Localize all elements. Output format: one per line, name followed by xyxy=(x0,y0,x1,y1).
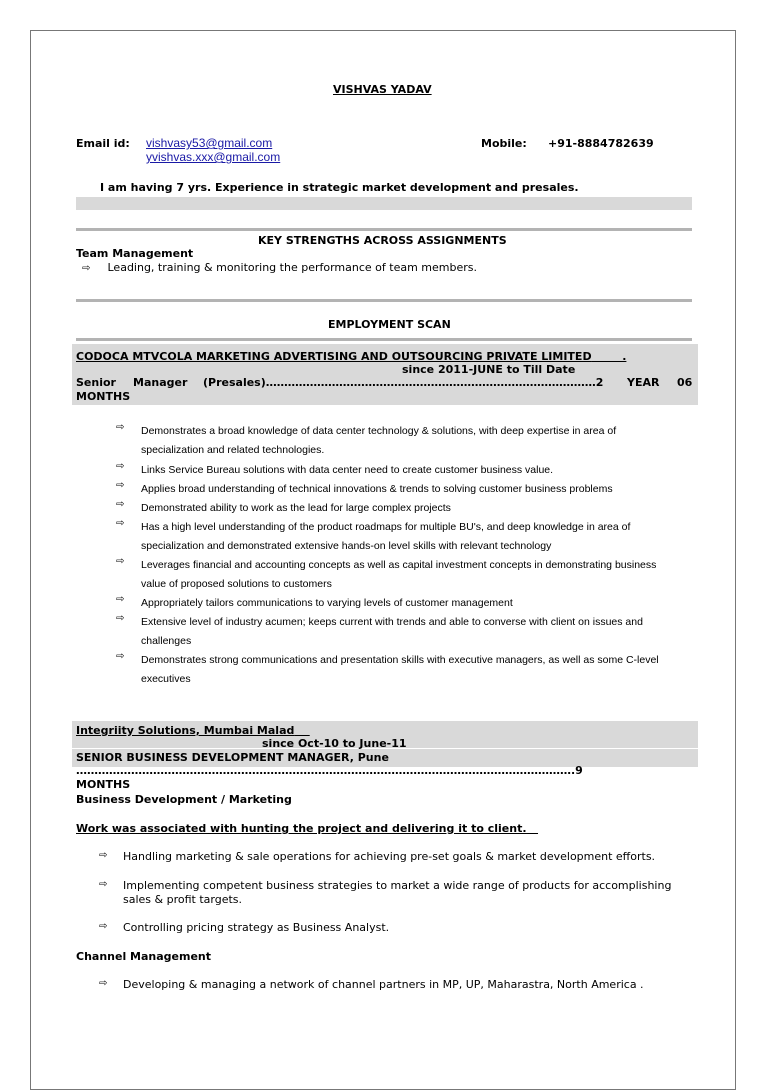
email-link-2[interactable]: yvishvas.xxx@gmail.com xyxy=(146,150,281,164)
job1-bullet-text: specialization and demonstrated extensive hands-on level skills with relevant technology xyxy=(141,540,552,552)
channel-heading: Channel Management xyxy=(76,950,212,963)
right-arrow-outline-icon: ⇨ xyxy=(116,594,125,605)
job1-bullet-text: Demonstrates strong communications and presentation skills with executive managers, as well as some C-level xyxy=(141,654,659,666)
job2-company-trail xyxy=(294,724,309,737)
summary-shade-bar xyxy=(76,197,692,210)
job1-role-manager: Manager xyxy=(133,376,188,389)
job1-months: MONTHS xyxy=(76,390,131,403)
job2-months: MONTHS xyxy=(76,778,131,791)
job1-year-number: 06 xyxy=(677,376,693,389)
mobile-number: +91-8884782639 xyxy=(548,137,654,150)
job1-dates: since 2011-JUNE to Till Date xyxy=(402,363,576,376)
employment-heading: EMPLOYMENT SCAN xyxy=(328,318,451,331)
right-arrow-outline-icon: ⇨ xyxy=(116,480,125,491)
job1-bullet-text: executives xyxy=(141,673,191,685)
job2-duration: ……………………………………………………………………………………………………………………….9 xyxy=(76,764,583,777)
right-arrow-outline-icon: ⇨ xyxy=(82,263,91,274)
job2-tagline-trail xyxy=(527,822,539,835)
strengths-subheading: Team Management xyxy=(76,247,194,260)
right-arrow-outline-icon: ⇨ xyxy=(116,461,125,472)
job2-dates: since Oct-10 to June-11 xyxy=(262,737,407,750)
job1-bullet-text: challenges xyxy=(141,635,192,647)
channel-bullet-text: Developing & managing a network of channel partners in MP, UP, Maharastra, North America . xyxy=(123,978,644,991)
right-arrow-outline-icon: ⇨ xyxy=(99,879,108,890)
right-arrow-outline-icon: ⇨ xyxy=(116,422,125,433)
mobile-label: Mobile: xyxy=(481,137,527,150)
job1-company-name: CODOCA MTVCOLA MARKETING ADVERTISING AND OUTSOURCING PRIVATE LIMITED xyxy=(76,350,592,363)
job1-bullet-text: Extensive level of industry acumen; keeps current with trends and able to converse with client on issues and xyxy=(141,616,643,628)
summary-text: I am having 7 yrs. Experience in strategic market development and presales. xyxy=(100,181,579,194)
job1-bullet-text: value of proposed solutions to customers xyxy=(141,578,332,590)
job2-company xyxy=(76,724,310,737)
job2-bullet-text: Implementing competent business strategies to market a wide range of products for accomplishing xyxy=(123,879,672,892)
section-divider xyxy=(76,338,692,341)
right-arrow-outline-icon: ⇨ xyxy=(116,518,125,529)
job1-bullet-text: specialization and related technologies. xyxy=(141,444,325,456)
job1-bullet-text: Applies broad understanding of technical innovations & trends to solving customer business problems xyxy=(141,483,613,495)
job1-role-senior: Senior xyxy=(76,376,116,389)
right-arrow-outline-icon: ⇨ xyxy=(99,850,108,861)
right-arrow-outline-icon: ⇨ xyxy=(116,499,125,510)
job1-year-label: YEAR xyxy=(627,376,660,389)
candidate-name: VISHVAS YADAV xyxy=(333,83,432,96)
right-arrow-outline-icon: ⇨ xyxy=(99,978,108,989)
strengths-item-text: Leading, training & monitoring the performance of team members. xyxy=(107,261,477,274)
job1-company xyxy=(76,350,626,363)
email-link-1[interactable]: vishvasy53@gmail.com xyxy=(146,136,273,150)
strengths-list-item xyxy=(82,261,477,274)
right-arrow-outline-icon: ⇨ xyxy=(116,613,125,624)
job1-bullet-text: Appropriately tailors communications to varying levels of customer management xyxy=(141,597,513,609)
job2-tagline-text: Work was associated with hunting the project and delivering it to client. xyxy=(76,822,527,835)
job2-bullet-text: Handling marketing & sale operations for achieving pre-set goals & market development efforts. xyxy=(123,850,656,863)
right-arrow-outline-icon: ⇨ xyxy=(116,556,125,567)
job1-role-duration: (Presales)………………………………………………………………………………2 xyxy=(203,376,604,389)
job2-role: SENIOR BUSINESS DEVELOPMENT MANAGER, Pune xyxy=(76,751,389,764)
job2-tagline xyxy=(76,822,538,835)
right-arrow-outline-icon: ⇨ xyxy=(116,651,125,662)
job1-bullet-text: Has a high level understanding of the product roadmaps for multiple BU's, and deep knowledge in area of xyxy=(141,521,631,533)
email-label: Email id: xyxy=(76,137,130,150)
strengths-heading: KEY STRENGTHS ACROSS ASSIGNMENTS xyxy=(258,234,507,247)
job2-bullet-text: sales & profit targets. xyxy=(123,893,243,906)
job2-company-name: Integriity Solutions, Mumbai Malad xyxy=(76,724,295,737)
job1-bullet-text: Demonstrates a broad knowledge of data center technology & solutions, with deep expertise in area of xyxy=(141,425,617,437)
job2-area: Business Development / Marketing xyxy=(76,793,292,806)
section-divider xyxy=(76,228,692,231)
job1-bullet-text: Leverages financial and accounting concepts as well as capital investment concepts in demonstrating business xyxy=(141,559,657,571)
job1-company-trail: . xyxy=(591,350,627,363)
job1-bullet-text: Links Service Bureau solutions with data center need to create customer business value. xyxy=(141,464,554,476)
job2-bullet-text: Controlling pricing strategy as Business Analyst. xyxy=(123,921,390,934)
section-divider xyxy=(76,299,692,302)
right-arrow-outline-icon: ⇨ xyxy=(99,921,108,932)
job1-bullet-text: Demonstrated ability to work as the lead for large complex projects xyxy=(141,502,451,514)
